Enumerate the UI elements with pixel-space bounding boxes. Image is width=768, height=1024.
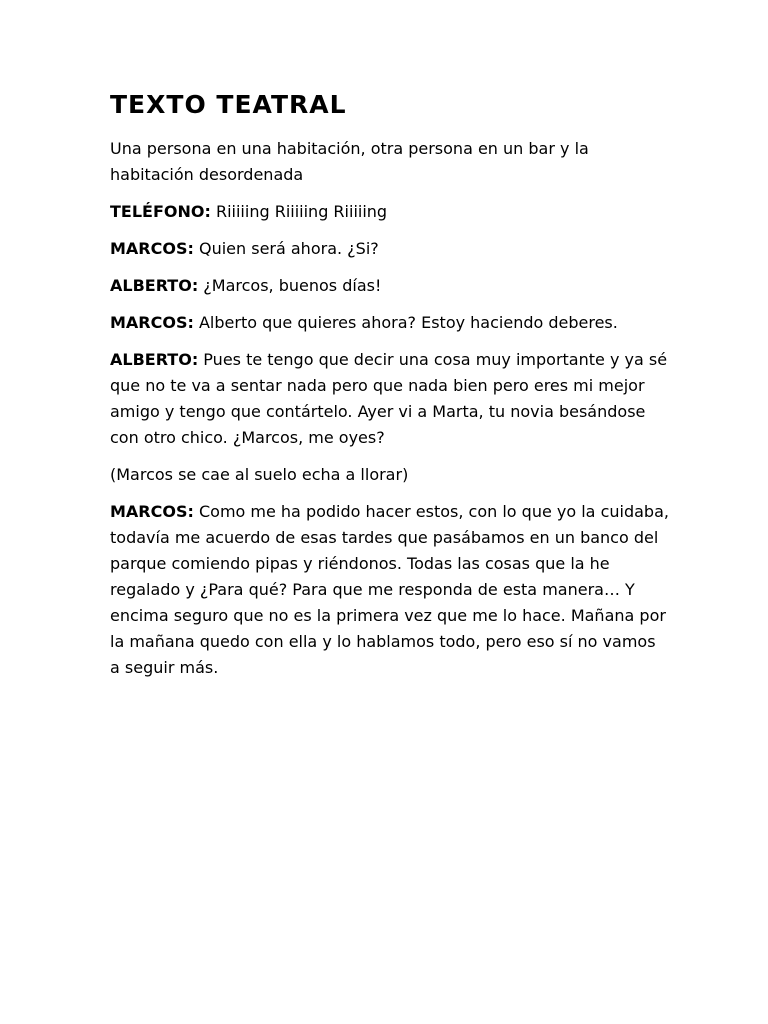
- intro-paragraph: Una persona en una habitación, otra persona en un bar y la habitación desordenada: [110, 139, 589, 184]
- dialogue-text: Alberto que quieres ahora? Estoy haciendo deberes.: [193, 313, 618, 332]
- dialogue-line: [110, 273, 670, 299]
- speaker-name: ALBERTO:: [110, 350, 199, 369]
- dialogue-line: [110, 310, 670, 336]
- dialogue-line: [110, 199, 670, 225]
- speaker-name: MARCOS:: [110, 239, 194, 258]
- speaker-name: TELÉFONO:: [110, 202, 211, 221]
- stage-direction: (Marcos se cae al suelo echa a llorar): [110, 465, 409, 484]
- dialogue-text: Quien será ahora. ¿Si?: [193, 239, 379, 258]
- dialogue-text: Pues te tengo que decir una cosa muy importante y ya sé que no te va a sentar nada pero que nada bien pero eres mi mejor amigo y tengo que contártelo. Ayer vi a Marta, tu novia besándose con otro chico. ¿Marcos, me oyes?: [110, 350, 668, 447]
- dialogue-text: Como me ha podido hacer estos, con lo que yo la cuidaba, todavía me acuerdo de esas tardes que pasábamos en un banco del parque comiendo pipas y riéndonos. Todas las cosas que la he regalado y ¿Para qué? Para que me responda de esta manera… Y encima seguro que no es la primera vez que me lo hace. Mañana por la mañana quedo con ella y lo hablamos todo, pero eso sí no vamos a seguir más.: [110, 502, 669, 677]
- speaker-name: ALBERTO:: [110, 276, 199, 295]
- speaker-name: MARCOS:: [110, 502, 194, 521]
- dialogue-line: [110, 236, 670, 262]
- document-body: [110, 88, 670, 692]
- dialogue-text: Riiiiing Riiiiing Riiiiing: [210, 202, 388, 221]
- dialogue-text: ¿Marcos, buenos días!: [198, 276, 382, 295]
- dialogue-line: [110, 499, 670, 681]
- document-title: TEXTO TEATRAL: [110, 90, 347, 119]
- speaker-name: MARCOS:: [110, 313, 194, 332]
- dialogue-line: [110, 347, 670, 451]
